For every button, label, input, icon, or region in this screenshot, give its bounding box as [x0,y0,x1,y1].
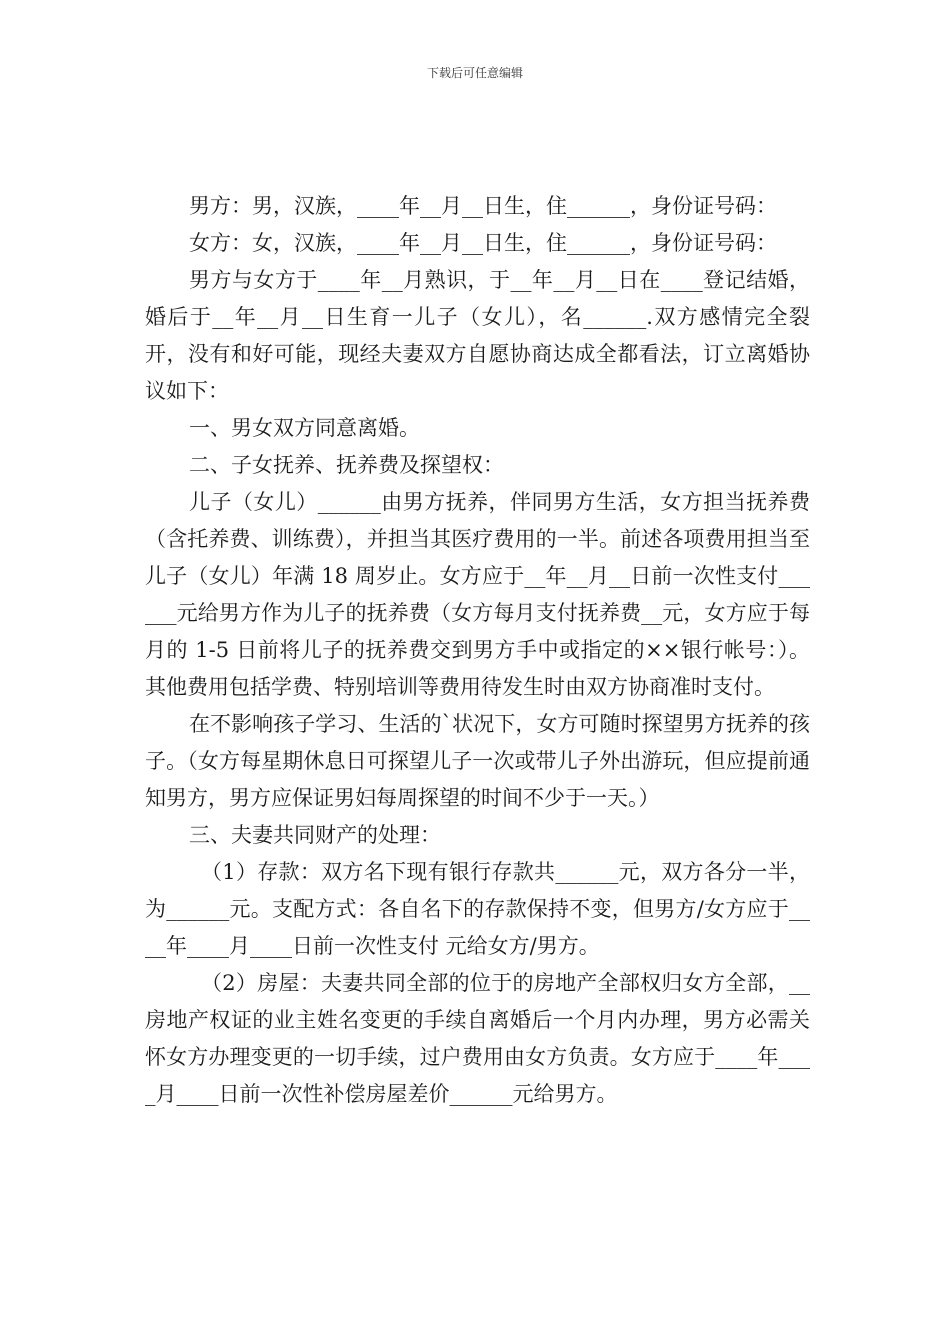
paragraph-marriage-background: 男方与女方于____年__月熟识，于__年__月__日在____登记结婚，婚后于__年__月__日生育一儿子（女儿），名______.双方感情完全裂开，没有和好可能，现经夫妻双方自愿协商达成全都看法，订立离婚协议如下： [145,268,810,403]
clause-3-heading-property: 三、夫妻共同财产的处理： [189,823,441,847]
clause-2-heading-child-custody: 二、子女抚养、抚养费及探望权： [189,453,504,477]
paragraph-savings: （1）存款：双方名下现有银行存款共______元，双方各分一半，为______元。支配方式：各自名下的存款保持不变，但男方/女方应于____年____月____日前一次性支付 元给女方/男方。 [145,860,810,958]
paragraph-housing: （2）房屋：夫妻共同全部的位于的房地产全部权归女方全部，__房地产权证的业主姓名变更的手续自离婚后一个月内办理，男方必需关怀女方办理变更的一切手续，过户费用由女方负责。女方应于____年____月____日前一次性补偿房屋差价______元给男方。 [145,971,810,1106]
paragraph-female-party: 女方：女，汉族，____年__月__日生，住______，身份证号码： [189,231,777,255]
document-body [145,188,810,1113]
page-header-note: 下载后可任意编辑 [426,66,523,80]
clause-1-agree-divorce: 一、男女双方同意离婚。 [189,416,420,440]
paragraph-male-party: 男方：男，汉族，____年__月__日生，住______，身份证号码： [189,194,777,218]
paragraph-visitation: 在不影响孩子学习、生活的`状况下，女方可随时探望男方抚养的孩子。（女方每星期休息日可探望儿子一次或带儿子外出游玩，但应提前通知男方，男方应保证男妇每周探望的时间不少于一天。） [145,712,810,810]
paragraph-child-support: 儿子（女儿）______由男方抚养，伴同男方生活，女方担当抚养费（含托养费、训练费），并担当其医疗费用的一半。前述各项费用担当至儿子（女儿）年满 18 周岁止。女方应于__年__月__日前一次性支付______元给男方作为儿子的抚养费（女方每月支付抚养费__元，女方应于每月的 1-5 日前将儿子的抚养费交到男方手中或指定的××银行帐号：）。其他费用包括学费、特别培训等费用待发生时由双方协商准时支付。 [145,490,810,699]
